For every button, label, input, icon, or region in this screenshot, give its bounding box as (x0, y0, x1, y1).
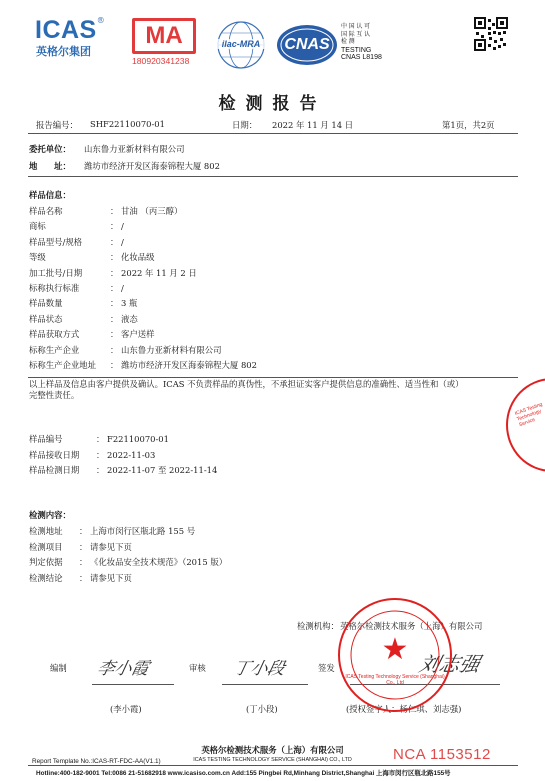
cnas-logo (276, 24, 338, 66)
report-no-label: 报告编号： (36, 120, 78, 130)
cnas-mark-text: CNAS (284, 36, 330, 53)
test-content-row-label: 检测结论 (29, 572, 63, 583)
test-content-row-label: 判定依据 (29, 557, 63, 567)
ilac-mark-text: ilac-MRA (216, 39, 266, 49)
sample-info-row-label: 样品数量 (29, 298, 63, 309)
disclaimer-line-2: 完整性责任。 (29, 390, 80, 400)
disclaimer-line-1: 以上样品及信息由客户提供及确认。ICAS 不负责样品的真伪性，不承担证实客户提供信息的准确性、适当性和（或） (29, 379, 464, 389)
sample-info-row-value: ： 液态 (110, 313, 138, 324)
reviewed-signature: 丁小段 (231, 659, 287, 679)
seal-star-icon: ★ (381, 632, 409, 667)
ma-number: 180920341238 (132, 56, 190, 66)
sample-info-row-value: ： 客户送样 (110, 329, 155, 340)
sample-info-row-label: 样品型号/规格 (29, 236, 83, 247)
footer-company-en: ICAS TESTING TECHNOLOGY SERVICE (SHANGHAI) CO., LTD (193, 757, 352, 763)
reviewed-label: 审核 (189, 663, 206, 673)
prepared-signature: 李小霞 (95, 659, 151, 679)
sample-tracking-row-value: ： 2022-11-07 至 2022-11-14 (96, 465, 218, 475)
date-label: 日期： (232, 120, 258, 130)
icas-logo (35, 16, 105, 45)
icas-logo-cn: 英格尔集团 (36, 46, 91, 58)
sample-info-row-label: 样品状态 (29, 313, 63, 324)
test-content-heading: 检测内容： (29, 510, 71, 520)
reviewed-signature-line (222, 684, 308, 685)
sample-info-row-label: 等级 (29, 252, 46, 263)
page-title: 检测报告 (218, 94, 327, 114)
cnas-line-2: 国 际 互 认 (341, 31, 371, 38)
institution-label: 检测机构： (297, 621, 339, 631)
report-no: SHF22110070-01 (90, 119, 165, 129)
sample-info-row-label: 商标 (29, 221, 46, 232)
cnas-line-4: TESTING (341, 46, 372, 54)
test-content-row-value: ： 请参见下页 (79, 572, 132, 583)
client-unit-label: 委托单位： (29, 144, 71, 154)
cnas-line-3: 检 测 (341, 39, 355, 45)
sample-info-row-label: 标称生产企业地址 (29, 360, 96, 370)
sample-info-heading: 样品信息： (29, 190, 71, 200)
side-seal (506, 378, 545, 472)
test-content-row-label: 检测项目 (29, 541, 63, 552)
sample-info-row-value: ： 山东鲁力亚新材料有限公司 (110, 344, 222, 355)
prepared-name: (李小霞) (110, 704, 142, 714)
sample-info-row-value: ： / (110, 221, 124, 232)
cnas-caption (341, 24, 382, 62)
prepared-label: 编制 (50, 663, 67, 673)
page-indicator: 第1页，共2页 (442, 120, 495, 130)
issued-name: (授权签字人：杨仁琪、刘志强) (346, 704, 462, 714)
sample-tracking-row-label: 样品检测日期 (29, 465, 80, 475)
sample-info-row-label: 样品名称 (29, 206, 63, 216)
reviewed-name: (丁小段) (246, 704, 278, 714)
footer-template-no: Report Template No.:ICAS-RT-FDC-AA(V1.1) (32, 758, 161, 765)
cnas-line-1: 中 国 认 可 (341, 24, 371, 30)
issued-signature: 刘志强 (416, 652, 483, 676)
test-content-row-value: ： 请参见下页 (79, 541, 132, 552)
institution-name: 英格尔检测技术服务（上海）有限公司 (340, 621, 483, 631)
sample-info-row-value: ： 潍坊市经济开发区海泰锦程大厦 802 (110, 360, 257, 370)
test-content-row-label: 检测地址 (29, 526, 63, 536)
sample-info-row-value: ： / (110, 283, 124, 293)
sample-tracking-row-label: 样品接收日期 (29, 449, 80, 460)
sample-info-row-value: ： 2022 年 11 月 2 日 (110, 267, 197, 278)
client-unit: 山东鲁力亚新材料有限公司 (84, 144, 185, 154)
sample-info-row-label: 加工批号/日期 (29, 267, 83, 278)
sample-info-row-label: 标称执行标准 (29, 283, 80, 293)
sample-info-row-value: ： 3 瓶 (110, 298, 138, 309)
ilac-mra-logo (216, 20, 266, 70)
report-date: 2022 年 11 月 14 日 (272, 120, 354, 130)
seal-text: ICAS Testing Technology Service (Shanghai) Co., Ltd (345, 674, 445, 686)
sample-info-row-label: 标称生产企业 (29, 344, 80, 355)
issued-label: 签发 (318, 663, 335, 673)
footer-divider (28, 765, 518, 766)
footer-contact: Hotline:400-182-9001 Tel:0086 21-51682918 www.icasiso.com.cn Add:155 Pingbei Rd,Minhang District,Shanghai 上海市闵行区瓶北路155号 (36, 770, 451, 777)
sample-info-row-label: 样品获取方式 (29, 329, 80, 340)
client-address: 潍坊市经济开发区海泰锦程大厦 802 (84, 161, 220, 171)
sample-info-row-value: ： / (110, 236, 124, 247)
icas-logo-text: ICAS (35, 16, 97, 44)
sample-tracking-row-value: ： 2022-11-03 (96, 449, 156, 460)
sample-tracking-row-label: 样品编号 (29, 434, 63, 444)
cnas-line-5: CNAS L8198 (341, 54, 382, 61)
side-seal-text: ICAS Testing Technology Service (514, 401, 544, 429)
company-seal (338, 598, 452, 712)
client-divider (28, 176, 518, 177)
meta-divider (28, 133, 518, 134)
footer-company-cn: 英格尔检测技术服务（上海）有限公司 (201, 745, 344, 755)
test-content-row-value: ： 上海市闵行区瓶北路 155 号 (79, 526, 196, 536)
qr-code-icon (474, 17, 508, 51)
test-content-row-value: ： 《化妆品安全技术规范》（2015 版） (79, 557, 228, 567)
ma-mark: MA (132, 18, 196, 54)
icas-logo-registered: ® (96, 16, 105, 25)
serial-number: NCA 1153512 (393, 746, 491, 763)
sample-info-row-value: ： 甘油 （丙三醇） (110, 206, 183, 216)
sample-tracking-row-value: ： F22110070-01 (96, 434, 169, 444)
sample-info-row-value: ： 化妆品级 (110, 252, 155, 263)
prepared-signature-line (92, 684, 174, 685)
client-address-label: 地 址： (29, 161, 71, 171)
